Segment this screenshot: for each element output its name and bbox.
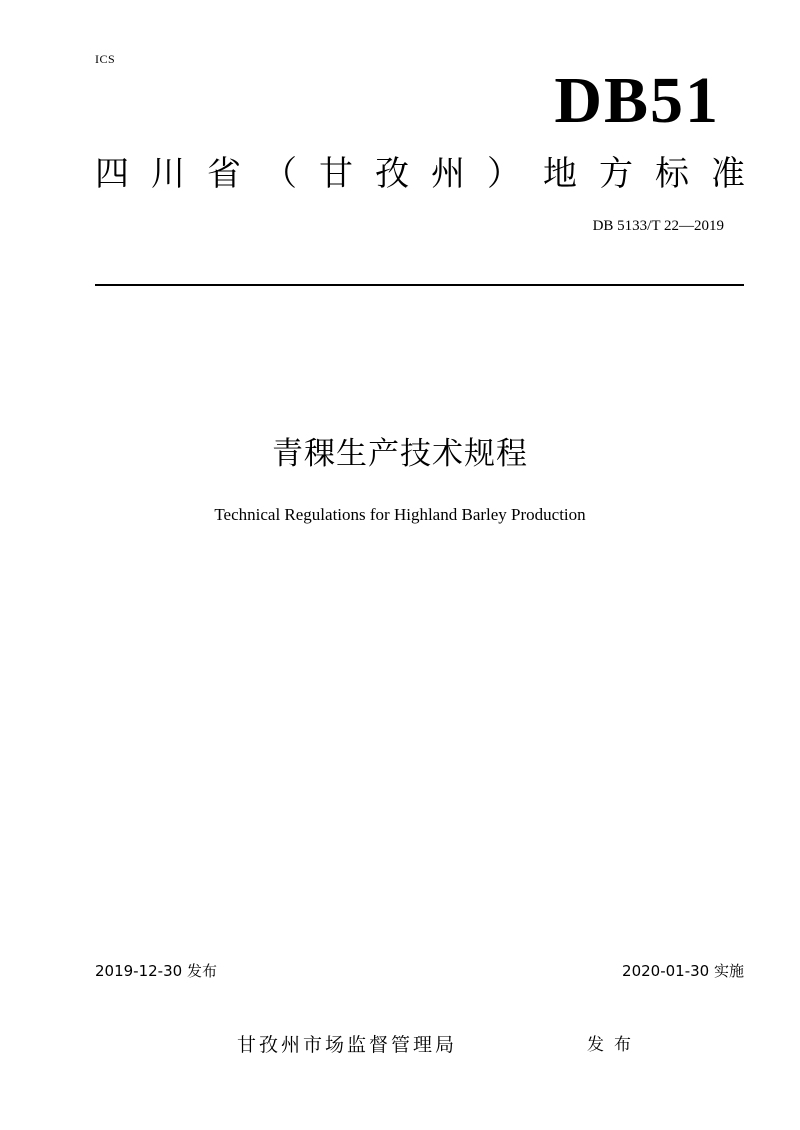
standard-type-char: 川 <box>151 154 185 194</box>
implementation-date: 2020-01-30 实施 <box>622 962 744 980</box>
standard-type-char: 方 <box>599 154 633 194</box>
standard-type-char: 孜 <box>375 154 409 194</box>
header-divider-line <box>95 284 744 286</box>
standard-type-char: 四 <box>95 154 129 194</box>
issue-label: 发布 <box>587 1035 641 1055</box>
standard-code-db51: DB51 <box>554 64 720 137</box>
publish-date: 2019-12-30 发布 <box>95 962 217 980</box>
standard-number: DB 5133/T 22—2019 <box>592 218 724 234</box>
standard-type-char: 地 <box>543 154 577 194</box>
standard-type-char: 标 <box>655 154 689 194</box>
standard-type-char: ） <box>487 154 521 194</box>
standard-type-title <box>95 152 745 196</box>
standard-type-char: 准 <box>711 154 745 194</box>
issuing-authority: 甘孜州市场监督管理局 <box>237 1034 458 1056</box>
document-title-chinese: 青稞生产技术规程 <box>272 436 528 472</box>
standard-type-char: 省 <box>207 154 241 194</box>
standard-type-char: 州 <box>431 154 465 194</box>
standard-type-char: （ <box>263 154 297 194</box>
document-title-english: Technical Regulations for Highland Barley Production <box>214 505 586 524</box>
ics-label: ICS <box>95 52 116 66</box>
standard-type-char: 甘 <box>319 154 353 194</box>
